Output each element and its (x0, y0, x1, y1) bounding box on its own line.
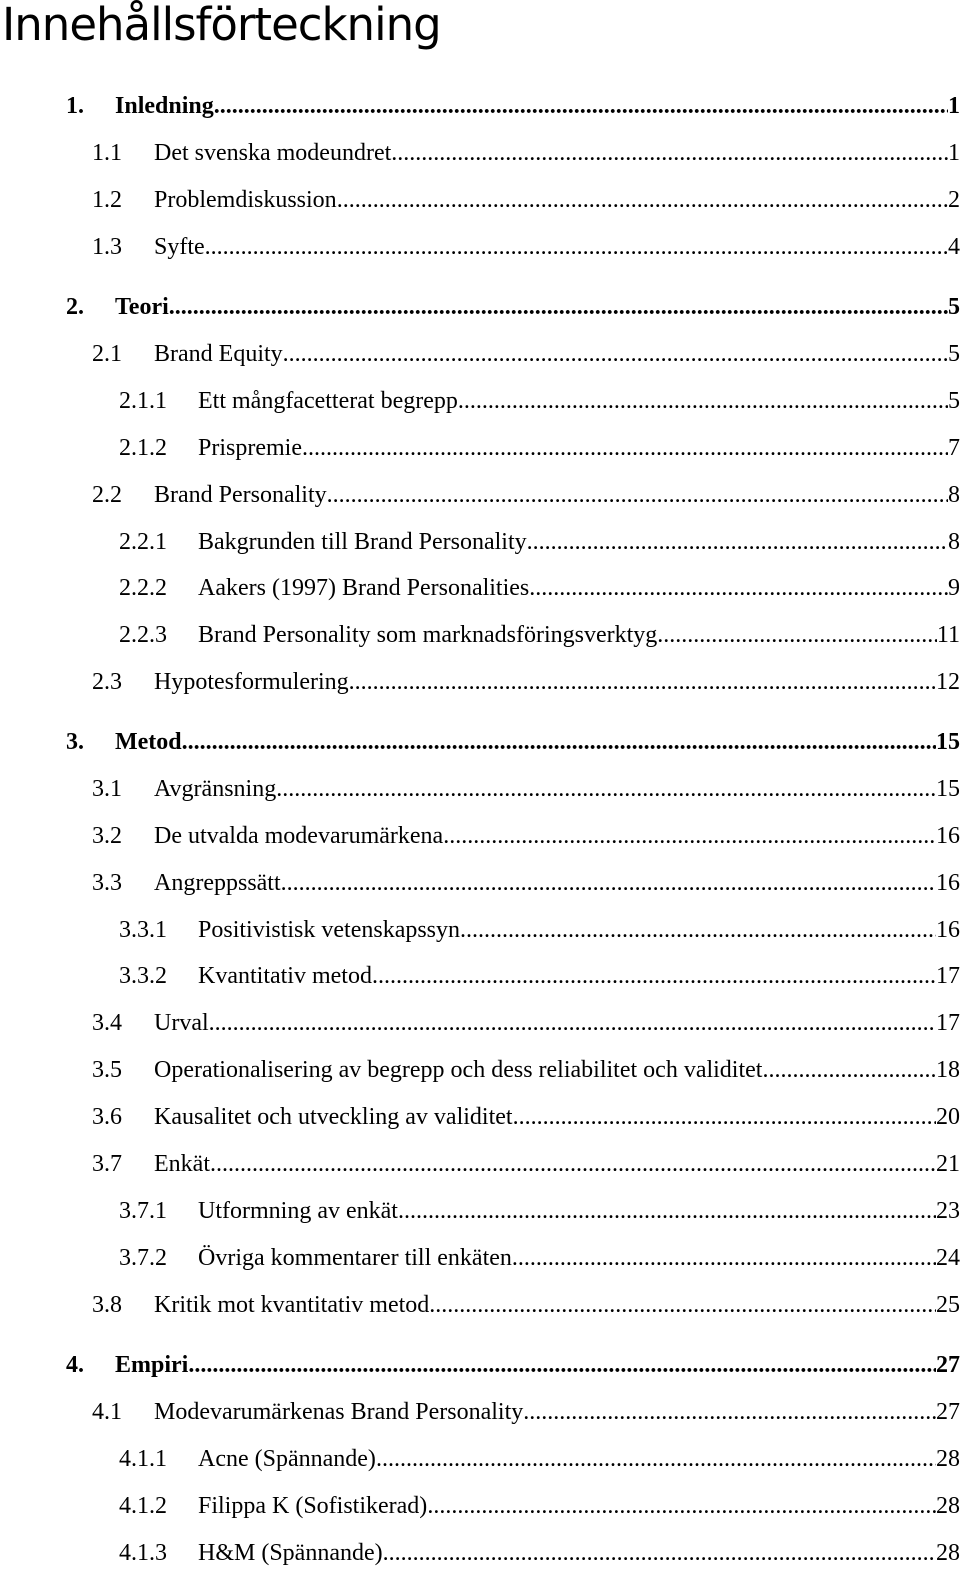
toc-entry[interactable] (119, 525, 960, 559)
toc-entry-page-number: 25 (936, 1292, 960, 1318)
toc-entry-number: 3.4 (92, 1010, 122, 1036)
toc-entry-label: Inledning (115, 93, 214, 119)
page-title: Innehållsförteckning (2, 0, 441, 51)
toc-entry-page-number: 28 (936, 1540, 960, 1566)
toc-entry-number: 2.2.1 (119, 529, 167, 555)
toc-entry-number: 3.2 (92, 823, 122, 849)
toc-entry-number: 1.3 (92, 234, 122, 260)
toc-entry[interactable] (119, 959, 960, 993)
toc-entry-label: Aakers (1997) Brand Personalities (198, 575, 530, 601)
toc-entry[interactable] (92, 183, 960, 217)
toc-entry-page-number: 27 (936, 1399, 960, 1425)
toc-entry-page-number: 27 (936, 1352, 960, 1378)
toc-entry-number: 3.3.1 (119, 917, 167, 943)
toc-entry-label: Kvantitativ metod (198, 963, 372, 989)
toc-entry-number: 2.1 (92, 341, 122, 367)
toc-entry-number: 3.1 (92, 776, 122, 802)
toc-entry-page-number: 8 (948, 482, 960, 508)
toc-entry-number: 1. (66, 93, 84, 119)
toc-entry-label: Operationalisering av begrepp och dess reliabilitet och validitet (154, 1057, 763, 1083)
toc-dot-leader (527, 525, 948, 559)
toc-entry-page-number: 20 (936, 1104, 960, 1130)
toc-entry-page-number: 23 (936, 1198, 960, 1224)
toc-entry-number: 4.1 (92, 1399, 122, 1425)
toc-entry-label: Brand Personality som marknadsföringsverktyg (198, 622, 658, 648)
toc-entry[interactable] (119, 1536, 960, 1570)
toc-dot-leader (513, 1100, 936, 1134)
toc-dot-leader (429, 1288, 936, 1322)
toc-entry[interactable] (119, 571, 960, 605)
toc-dot-leader (327, 478, 948, 512)
toc-dot-leader (376, 1442, 936, 1476)
toc-entry-label: Urval (154, 1010, 209, 1036)
toc-dot-leader (302, 431, 948, 465)
toc-entry[interactable] (119, 1442, 960, 1476)
toc-entry-number: 3.7.2 (119, 1245, 167, 1271)
toc-entry-number: 4. (66, 1352, 84, 1378)
toc-entry[interactable] (66, 89, 960, 123)
toc-entry-page-number: 17 (936, 963, 960, 989)
toc-entry-page-number: 28 (936, 1446, 960, 1472)
toc-dot-leader (372, 959, 936, 993)
toc-entry-number: 4.1.3 (119, 1540, 167, 1566)
toc-dot-leader (529, 571, 948, 605)
toc-entry-number: 4.1.2 (119, 1493, 167, 1519)
toc-entry-number: 2.2 (92, 482, 122, 508)
toc-dot-leader (276, 772, 936, 806)
toc-entry-label: Angreppssätt (154, 870, 281, 896)
toc-entry-page-number: 5 (948, 388, 960, 414)
toc-entry-label: Det svenska modeundret (154, 140, 392, 166)
toc-dot-leader (169, 290, 948, 324)
toc-entry[interactable] (92, 819, 960, 853)
toc-entry[interactable] (119, 618, 960, 652)
toc-entry[interactable] (92, 665, 960, 699)
toc-dot-leader (657, 618, 937, 652)
toc-entry-label: Utformning av enkät (198, 1198, 398, 1224)
toc-entry-number: 3.7.1 (119, 1198, 167, 1224)
toc-entry[interactable] (66, 1348, 960, 1382)
toc-dot-leader (182, 725, 936, 759)
toc-entry[interactable] (92, 478, 960, 512)
toc-dot-leader (205, 230, 948, 264)
toc-entry-page-number: 12 (936, 669, 960, 695)
toc-dot-leader (349, 665, 936, 699)
toc-entry-number: 3. (66, 729, 84, 755)
toc-entry-page-number: 7 (948, 435, 960, 461)
toc-entry-number: 2.2.2 (119, 575, 167, 601)
toc-entry-page-number: 21 (936, 1151, 960, 1177)
toc-entry-label: Teori (115, 294, 169, 320)
toc-entry-page-number: 16 (936, 870, 960, 896)
toc-dot-leader (383, 1536, 936, 1570)
toc-entry[interactable] (92, 772, 960, 806)
toc-entry[interactable] (92, 1395, 960, 1429)
toc-entry[interactable] (92, 1100, 960, 1134)
toc-entry-page-number: 5 (948, 341, 960, 367)
toc-dot-leader (210, 1147, 936, 1181)
toc-entry-page-number: 4 (948, 234, 960, 260)
toc-entry-label: Brand Personality (154, 482, 327, 508)
toc-entry-label: Ett mångfacetterat begrepp (198, 388, 458, 414)
toc-entry-page-number: 11 (936, 622, 960, 648)
toc-entry[interactable] (92, 1053, 960, 1087)
toc-entry-page-number: 9 (948, 575, 960, 601)
toc-entry-page-number: 2 (948, 187, 960, 213)
toc-dot-leader (512, 1241, 936, 1275)
toc-entry[interactable] (92, 866, 960, 900)
toc-entry-label: H&M (Spännande) (198, 1540, 383, 1566)
toc-entry-number: 3.3 (92, 870, 122, 896)
toc-dot-leader (398, 1194, 936, 1228)
toc-dot-leader (458, 384, 948, 418)
toc-entry-label: Kausalitet och utveckling av validitet (154, 1104, 513, 1130)
toc-entry-page-number: 16 (936, 823, 960, 849)
toc-entry-label: Positivistisk vetenskapssyn (198, 917, 461, 943)
toc-entry-number: 3.3.2 (119, 963, 167, 989)
toc-entry[interactable] (66, 725, 960, 759)
toc-entry-number: 3.7 (92, 1151, 122, 1177)
toc-entry[interactable] (119, 1489, 960, 1523)
toc-dot-leader (443, 819, 936, 853)
toc-entry[interactable] (92, 136, 960, 170)
toc-entry-number: 2. (66, 294, 84, 320)
toc-dot-leader (337, 183, 948, 217)
toc-entry[interactable] (92, 230, 960, 264)
toc-entry-label: Syfte (154, 234, 205, 260)
toc-entry-label: Prispremie (198, 435, 302, 461)
toc-entry-label: Hypotesformulering (154, 669, 349, 695)
toc-entry-page-number: 16 (936, 917, 960, 943)
toc-entry[interactable] (92, 337, 960, 371)
toc-dot-leader (209, 1006, 936, 1040)
toc-entry-page-number: 5 (948, 294, 960, 320)
toc-entry-page-number: 17 (936, 1010, 960, 1036)
toc-entry-label: Avgränsning (154, 776, 277, 802)
toc-entry-label: De utvalda modevarumärkena (154, 823, 444, 849)
toc-entry[interactable] (119, 1241, 960, 1275)
toc-entry[interactable] (119, 913, 960, 947)
toc-entry-number: 2.2.3 (119, 622, 167, 648)
toc-dot-leader (523, 1395, 936, 1429)
toc-entry[interactable] (66, 290, 960, 324)
toc-entry-page-number: 15 (936, 776, 960, 802)
toc-entry-label: Kritik mot kvantitativ metod (154, 1292, 430, 1318)
toc-entry-number: 3.8 (92, 1292, 122, 1318)
toc-dot-leader (427, 1489, 936, 1523)
toc-entry[interactable] (119, 431, 960, 465)
toc-entry[interactable] (92, 1147, 960, 1181)
toc-dot-leader (762, 1053, 936, 1087)
toc-dot-leader (281, 866, 936, 900)
toc-entry-number: 2.1.1 (119, 388, 167, 414)
toc-entry-page-number: 24 (936, 1245, 960, 1271)
toc-entry-number: 3.6 (92, 1104, 122, 1130)
toc-entry-number: 3.5 (92, 1057, 122, 1083)
toc-entry-label: Modevarumärkenas Brand Personality (154, 1399, 524, 1425)
toc-entry-number: 1.1 (92, 140, 122, 166)
toc-entry-page-number: 8 (948, 529, 960, 555)
toc-entry[interactable] (92, 1288, 960, 1322)
toc-dot-leader (460, 913, 936, 947)
toc-entry-label: Enkät (154, 1151, 210, 1177)
toc-dot-leader (214, 89, 948, 123)
toc-entry-page-number: 1 (948, 93, 960, 119)
toc-entry-page-number: 28 (936, 1493, 960, 1519)
toc-dot-leader (188, 1348, 936, 1382)
toc-entry-page-number: 18 (936, 1057, 960, 1083)
toc-entry-page-number: 1 (948, 140, 960, 166)
toc-entry-label: Empiri (115, 1352, 189, 1378)
toc-dot-leader (283, 337, 948, 371)
toc-entry-label: Bakgrunden till Brand Personality (198, 529, 527, 555)
toc-entry-number: 4.1.1 (119, 1446, 167, 1472)
toc-entry-label: Metod (115, 729, 182, 755)
toc-entry-number: 1.2 (92, 187, 122, 213)
toc-entry-label: Brand Equity (154, 341, 283, 367)
toc-entry-label: Acne (Spännande) (198, 1446, 376, 1472)
toc-entry[interactable] (92, 1006, 960, 1040)
toc-entry-label: Problemdiskussion (154, 187, 337, 213)
toc-entry-page-number: 15 (936, 729, 960, 755)
toc-entry-number: 2.1.2 (119, 435, 167, 461)
toc-entry-label: Filippa K (Sofistikerad) (198, 1493, 428, 1519)
toc-entry[interactable] (119, 384, 960, 418)
toc-entry-number: 2.3 (92, 669, 122, 695)
toc-entry-label: Övriga kommentarer till enkäten (198, 1245, 512, 1271)
toc-entry[interactable] (119, 1194, 960, 1228)
toc-dot-leader (391, 136, 948, 170)
